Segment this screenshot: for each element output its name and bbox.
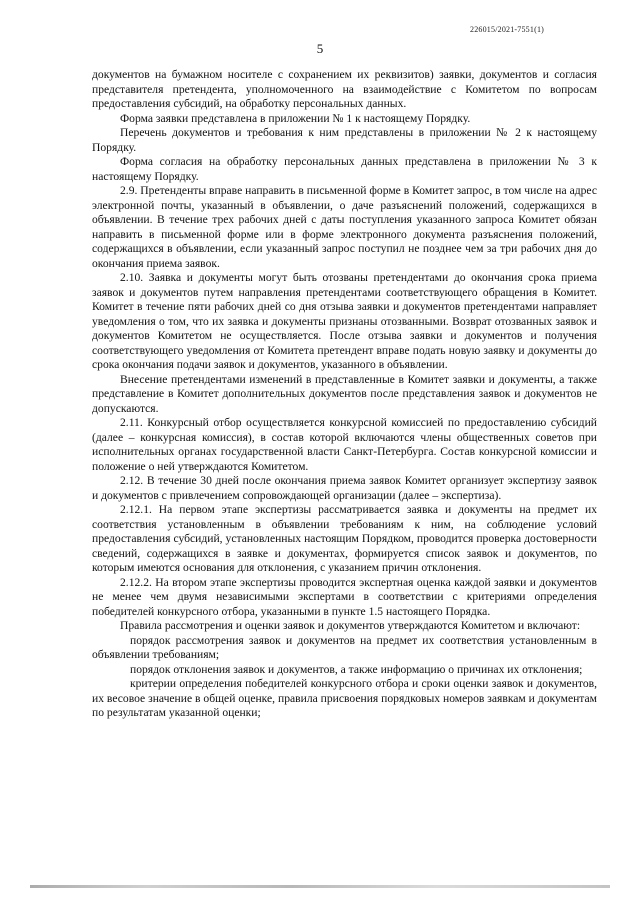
document-body xyxy=(92,68,597,721)
list-item: порядок рассмотрения заявок и документов на предмет их соответствия установленным в объявлении требованиям; xyxy=(92,633,597,661)
list-item: критерии определения победителей конкурсного отбора и сроки оценки заявок и документов, их весовое значение в общей оценке, правила присвоения порядковых номеров заявкам и документам по результатам указанной оценки; xyxy=(92,677,597,719)
paragraph: Форма согласия на обработку персональных данных представлена в приложении № 3 к настоящему Порядку. xyxy=(92,155,597,183)
paragraph: 2.12.1. На первом этапе экспертизы рассматривается заявка и документы на предмет их соответствия установленным в объявлении требованиям к ним, на соблюдение условий предоставления субсидий, установленных настоящим Порядком, проводится проверка достоверности сведений, содержащихся в заявке и документах, формируется список заявок и документов, по которым имеются основания для отклонения, с указанием причин отклонения. xyxy=(92,503,597,574)
scan-edge-line xyxy=(30,885,610,888)
paragraph: 2.12.2. На втором этапе экспертизы проводится экспертная оценка каждой заявки и документов не менее чем двумя независимыми экспертами в соответствии с критериями определения победителей конкурсного отбора, указанными в пункте 1.5 настоящего Порядка. xyxy=(92,575,597,618)
paragraph: Перечень документов и требования к ним представлены в приложении № 2 к настоящему Порядку. xyxy=(92,126,597,154)
paragraph: 2.12. В течение 30 дней после окончания приема заявок Комитет организует экспертизу заявок и документов с привлечением сопровождающей организации (далее – экспертиза). xyxy=(92,474,597,502)
paragraph: 2.9. Претенденты вправе направить в письменной форме в Комитет запрос, в том числе на адрес электронной почты, указанный в объявлении, о даче разъяснений положений, содержащихся в объявлении. В течение трех рабочих дней с даты поступления указанного запроса Комитет обязан направить в письменной форме или в форме электронного документа разъяснения положений, содержащихся в объявлении, если указанный запрос поступил не позднее чем за три рабочих дня до окончания приема заявок. xyxy=(92,184,597,270)
paragraph: документов на бумажном носителе с сохранением их реквизитов) заявки, документов и согласия представителя претендента, уполномоченного на взаимодействие с Комитетом по вопросам предоставления субсидий, на обработку персональных данных. xyxy=(92,68,597,110)
paragraph: 2.10. Заявка и документы могут быть отозваны претендентами до окончания срока приема заявок и документов путем направления претендентами соответствующего обращения в Комитет. Комитет в течение пяти рабочих дней со дня отзыва заявки и документов претендентами направляет уведомления о том, что их заявка и документы признаны отозванными. Возврат отозванных заявок и документов Комитетом не осуществляется. После отзыва заявки и документов и получения соответствующего уведомления от Комитета претендент вправе подать новую заявку и документы до срока окончания подачи заявок и документов, указанного в объявлении. xyxy=(92,271,597,371)
document-registration-number: 226015/2021-7551(1) xyxy=(470,25,545,34)
paragraph: Форма заявки представлена в приложении № 1 к настоящему Порядку. xyxy=(120,111,471,125)
page-number: 5 xyxy=(316,41,324,56)
paragraph: Правила рассмотрения и оценки заявок и документов утверждаются Комитетом и включают: xyxy=(120,619,581,632)
paragraph: 2.11. Конкурсный отбор осуществляется конкурсной комиссией по предоставлению субсидий (далее – конкурсная комиссия), в состав которой включаются члены общественных советов при исполнительных органах государственной власти Санкт-Петербурга. Состав конкурсной комиссии и положение о ней утверждаются Комитетом. xyxy=(92,416,597,473)
paragraph: Внесение претендентами изменений в представленные в Комитет заявки и документы, а также представление в Комитет дополнительных документов после представления заявок и документов не допускаются. xyxy=(92,372,597,415)
list-item: порядок отклонения заявок и документов, а также информацию о причинах их отклонения; xyxy=(130,662,583,676)
